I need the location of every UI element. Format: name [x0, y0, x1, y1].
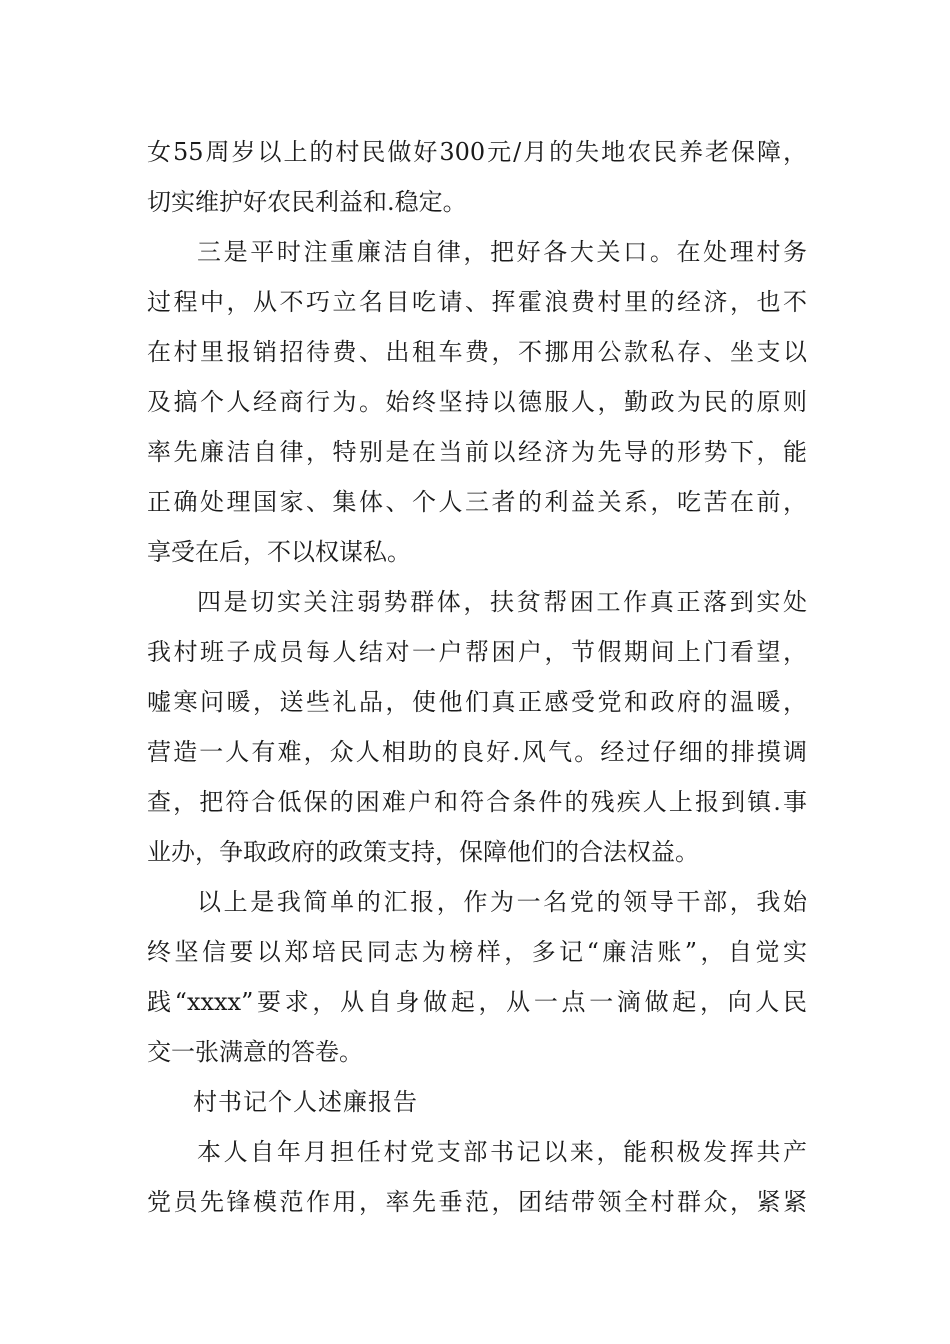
text-line: 率先廉洁自律，特别是在当前以经济为先导的形势下，能: [147, 438, 807, 466]
text-line: 切实维护好农民利益和.稳定。: [147, 188, 467, 216]
text-line: 女55周岁以上的村民做好300元/月的失地农民养老保障，: [147, 138, 807, 166]
text-line: 践“xxxx”要求，从自身做起，从一点一滴做起，向人民: [147, 988, 807, 1016]
paragraph-start-line: 三是平时注重廉洁自律，把好各大关口。在处理村务: [197, 238, 807, 266]
paragraph-start-line: 四是切实关注弱势群体，扶贫帮困工作真正落到实处: [197, 588, 807, 616]
text-line: 终坚信要以郑培民同志为榜样，多记“廉洁账”，自觉实: [147, 938, 807, 966]
text-line: 我村班子成员每人结对一户帮困户，节假期间上门看望，: [147, 638, 807, 666]
text-line: 嘘寒问暖，送些礼品，使他们真正感受党和政府的温暖，: [147, 688, 807, 716]
text-line: 营造一人有难，众人相助的良好.风气。经过仔细的排摸调: [147, 738, 807, 766]
text-line: 查，把符合低保的困难户和符合条件的残疾人上报到镇.事: [147, 788, 807, 816]
text-line: 党员先锋模范作用，率先垂范，团结带领全村群众，紧紧: [147, 1188, 807, 1216]
text-line: 交一张满意的答卷。: [147, 1038, 363, 1066]
text-line: 正确处理国家、集体、个人三者的利益关系，吃苦在前，: [147, 488, 807, 516]
section-heading: 村书记个人述廉报告: [193, 1088, 418, 1116]
text-line: 在村里报销招待费、出租车费，不挪用公款私存、坐支以: [147, 338, 807, 366]
text-line: 过程中，从不巧立名目吃请、挥霍浪费村里的经济，也不: [147, 288, 807, 316]
paragraph-start-line: 以上是我简单的汇报，作为一名党的领导干部，我始: [197, 888, 807, 916]
text-line: 及搞个人经商行为。始终坚持以德服人，勤政为民的原则: [147, 388, 807, 416]
text-line: 业办，争取政府的政策支持，保障他们的合法权益。: [147, 838, 699, 866]
paragraph-start-line: 本人自年月担任村党支部书记以来，能积极发挥共产: [197, 1138, 807, 1166]
text-line: 享受在后，不以权谋私。: [147, 538, 411, 566]
